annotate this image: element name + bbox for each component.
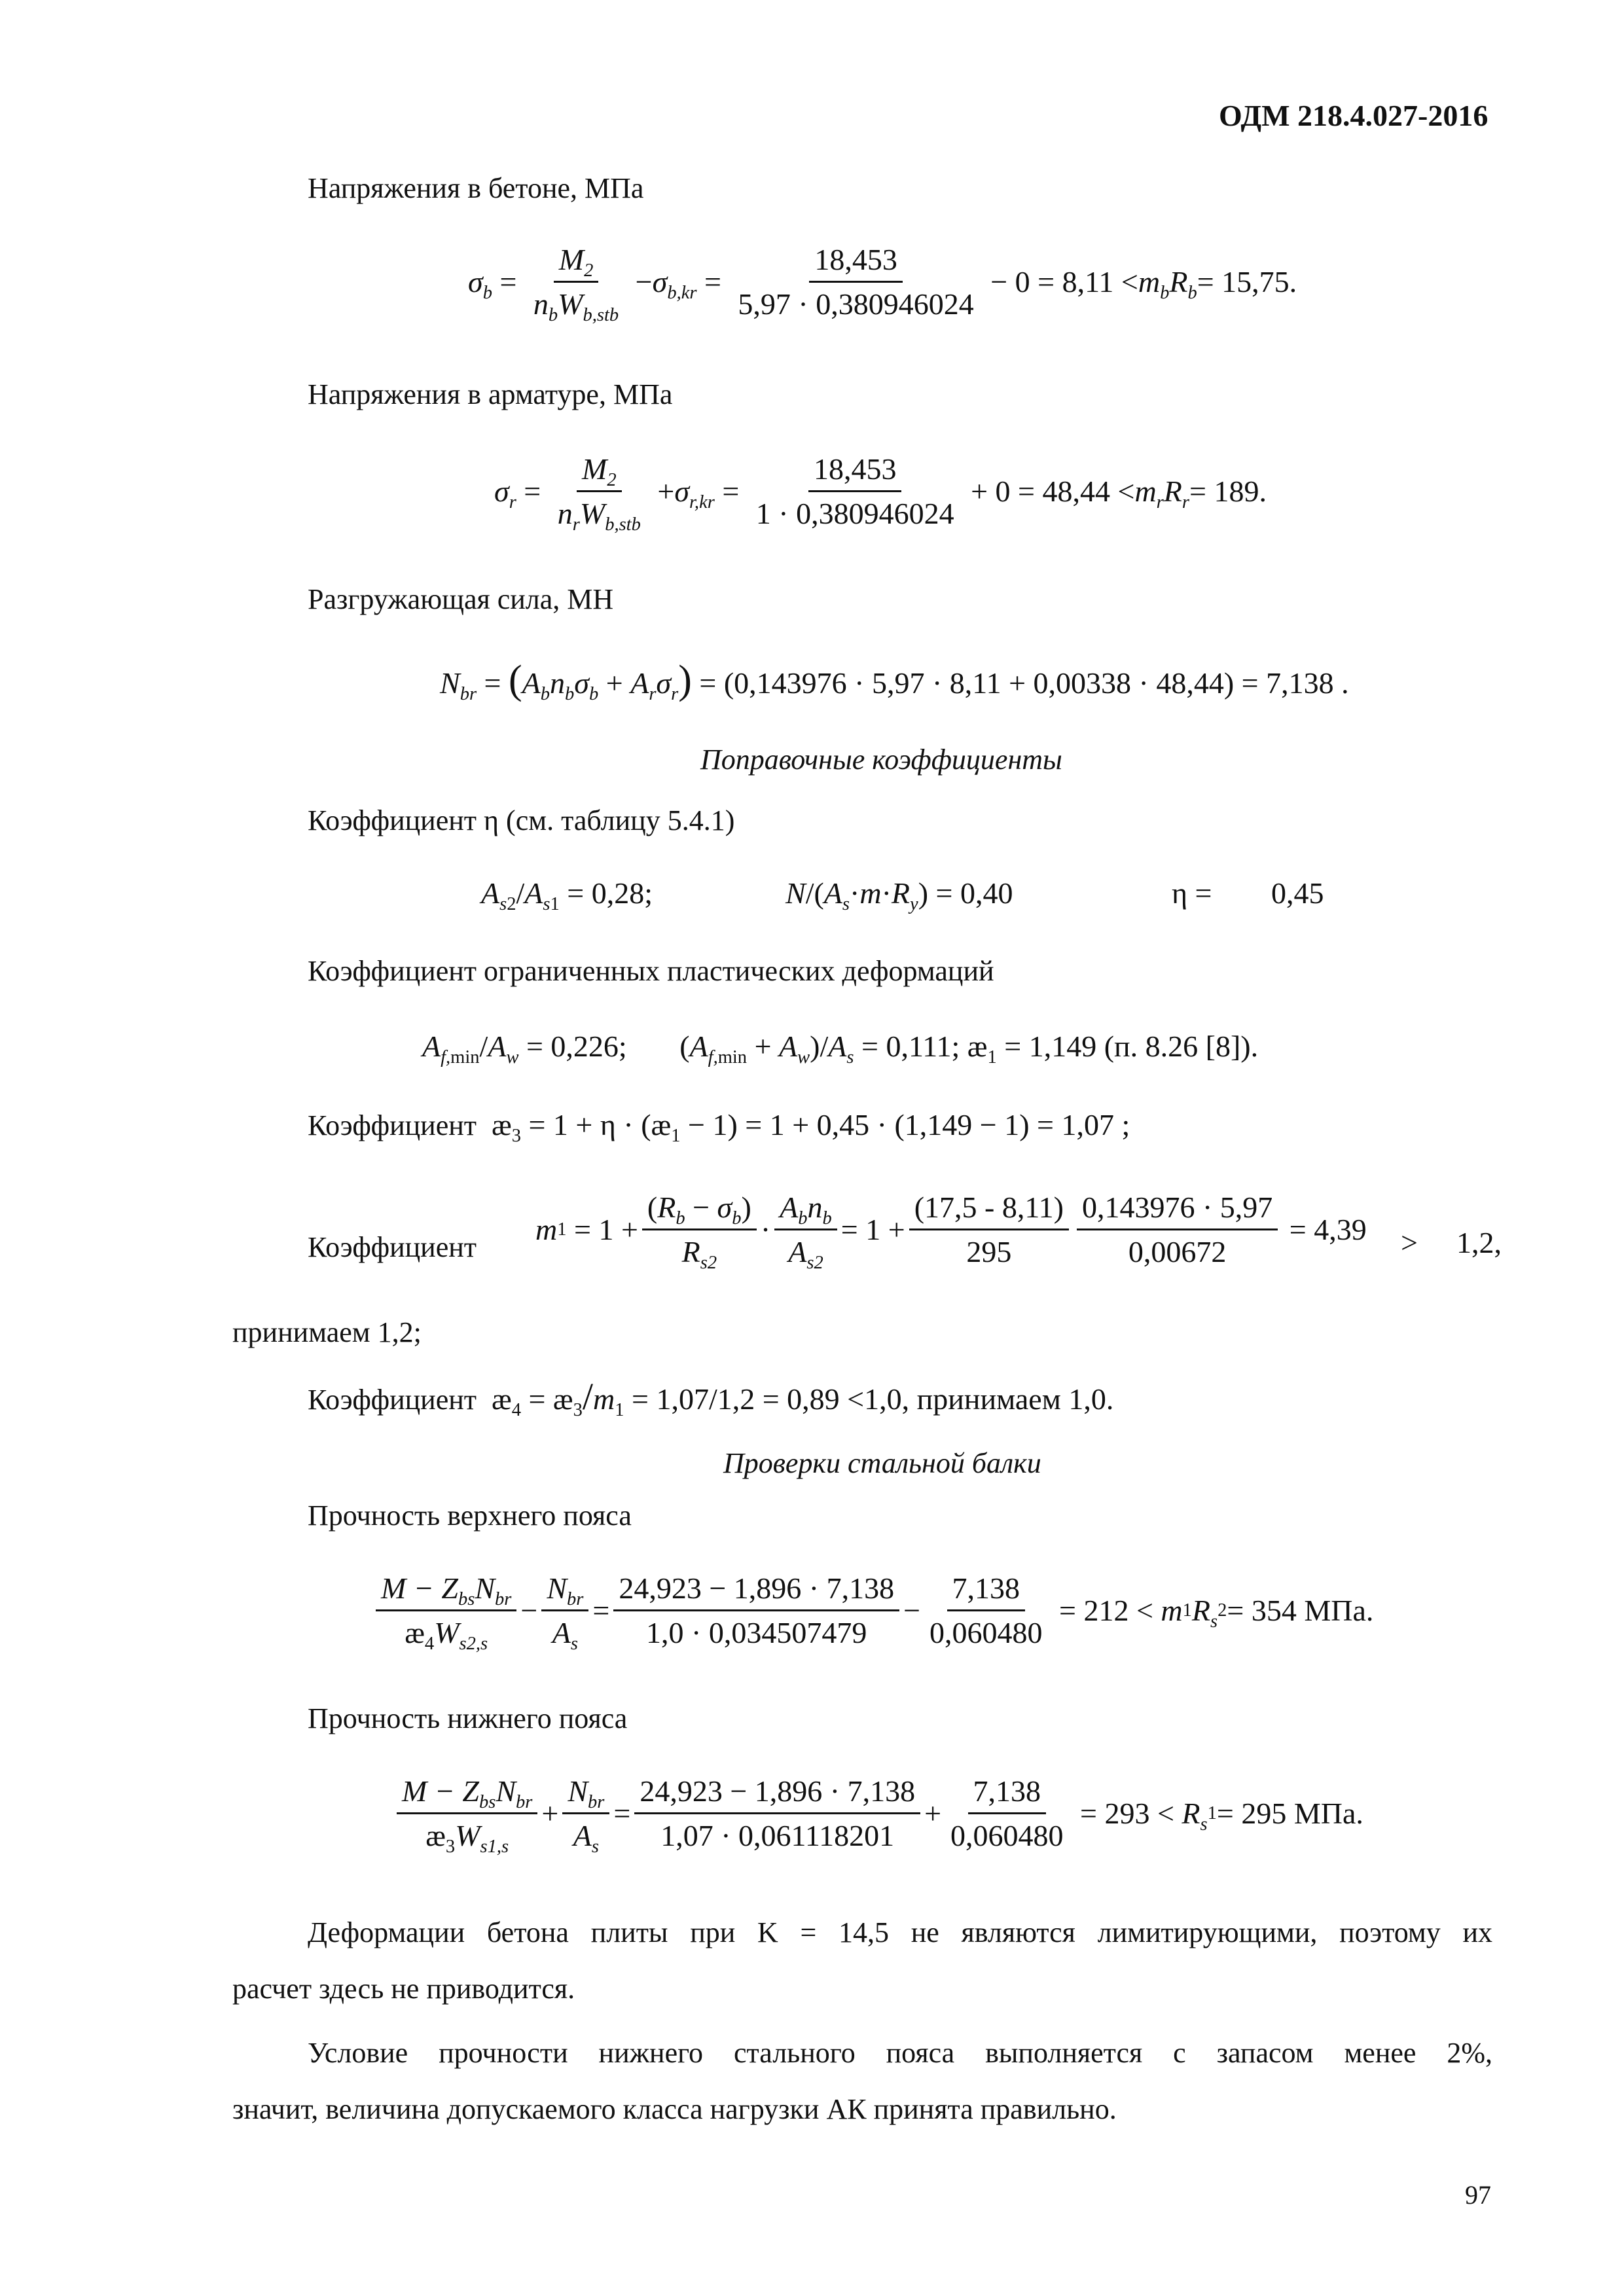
unloading-force-label: Разгружающая сила, МН <box>308 583 614 615</box>
stress-concrete-label: Напряжения в бетоне, МПа <box>308 172 644 204</box>
equation-ae4: Коэффициент $æ_4$ = $æ_3/m_1 = 1,07/1,2 = 0,89 <1,0$, принимаем 1,0. <box>308 1375 1114 1420</box>
accept-12: принимаем 1,2; <box>232 1316 422 1348</box>
m1-compare: 1,2, <box>1456 1226 1502 1259</box>
eq2-tail: + 0 = 48,44 < <box>971 475 1135 508</box>
eq1-tail: − 0 = 8,11 < <box>990 265 1138 298</box>
eq1-numerator: 18,453 <box>809 242 903 283</box>
top-num1: 24,923 − 1,896 · 7,138 <box>613 1571 899 1611</box>
eta-symbol: η = <box>1172 876 1212 910</box>
bottom-num2: 7,138 <box>968 1774 1047 1814</box>
eq1-denominator: 5,97 · 0,380946024 <box>738 287 974 321</box>
plastic-label: Коэффициент ограниченных пластических деформаций <box>308 955 994 987</box>
bottom-flange-label: Прочность нижнего пояса <box>308 1702 628 1734</box>
equation-ae3: Коэффициент $æ_3 = 1 + \eta$ · $(æ_1 - 1) = 1 + 0,45 \cdot (1,149 - 1) = 1,07$ ; <box>308 1108 1130 1146</box>
bottom-den1: 1,07 · 0,061118201 <box>660 1819 895 1852</box>
equation-top-flange: $\frac{M - Z_{bs}N_{br}}{æ_4W_{s2,s}}$ − $\frac{N_{br}}{A_s}$ = $\frac{24,923 - 1,896 \cdot 7,138}{1,0 \cdot 0,034507479}$ − $\frac{7,138}{0,060480}$ = 212 < m 1 $R_s$ 2 = 354 МПа. <box>372 1571 1373 1650</box>
bottom-result-2: = 295 МПа. <box>1216 1797 1363 1830</box>
paragraph-strength-line-2: значит, величина допускаемого класса нагрузки АК принята правильно. <box>232 2093 1117 2125</box>
eta-label: Коэффициент η (см. таблицу 5.4.1) <box>308 804 735 836</box>
paragraph-deformations-line-1: Деформации бетона плиты при K = 14,5 не являются лимитирующими, поэтому их <box>308 1916 1492 1948</box>
eq2-denominator: 1 · 0,380946024 <box>755 497 954 530</box>
ratio-as2-as1: $A_{s2}/A_{s1} = 0,28$; <box>481 876 653 914</box>
equation-rebar-stress: $\sigma_r$ = $\frac{M_2}{n_rW_{b,stb}}$ + $\sigma_{r,kr}$ = $\frac{18,453}{1 \cdot 0,380946024}$ + 0 = 48,44 < $m_rR_r$ = 189. <box>494 452 1267 535</box>
m1-gt: > <box>1401 1226 1418 1259</box>
m1-den-c: 295 <box>966 1235 1012 1268</box>
plastic-ratios: $A_{f,min}/A_w = 0,226$; $(A_{f,min} + A_w)/A_s = 0,111$; $æ_1 = 1,149$ (п. 8.26 [8]). <box>422 1030 1259 1067</box>
stress-rebar-label: Напряжения в арматуре, МПа <box>308 378 673 410</box>
bottom-result: = 293 < <box>1080 1797 1174 1830</box>
top-result-2: = 354 МПа. <box>1227 1594 1374 1627</box>
equation-bottom-flange: $\frac{M - Z_{bs}N_{br}}{æ_3W_{s1,s}}$ + $\frac{N_{br}}{A_s}$ = $\frac{24,923 - 1,896 \cdot 7,138}{1,07 \cdot 0,061118201}$ + $\frac{7,138}{0,060480}$ = 293 < $R_s$ 1 = 295 МПа. <box>393 1774 1363 1853</box>
bottom-num1: 24,923 − 1,896 · 7,138 <box>634 1774 920 1814</box>
m1-coef-word: Коэффициент <box>308 1231 477 1263</box>
equation-concrete-stress: $\sigma_b$ = $\frac{M_2}{n_bW_{b,stb}}$ − $\sigma_{b,kr}$ = $\frac{18,453}{5,97 \cdot 0,380946024}$ − 0 = 8,11 < $m_bR_b$ = 15,75. <box>468 243 1297 325</box>
top-num2: 7,138 <box>947 1571 1026 1611</box>
paragraph-strength-line-1: Условие прочности нижнего стального пояса выполняется с запасом менее 2%, <box>308 2037 1492 2069</box>
m1-num-c: (17,5 - 8,11) <box>909 1190 1069 1230</box>
top-flange-label: Прочность верхнего пояса <box>308 1499 632 1532</box>
eq1-limit: = 15,75. <box>1197 265 1297 298</box>
steel-heading: Проверки стальной балки <box>723 1447 1041 1479</box>
m1-num-d: 0,143976 · 5,97 <box>1077 1190 1278 1230</box>
page-number: 97 <box>1465 2180 1491 2210</box>
correction-heading: Поправочные коэффициенты <box>700 744 1062 776</box>
paragraph-deformations <box>232 1905 1492 2017</box>
equation-m1: m 1 = 1 + $\frac{(R_b - \sigma_b)}{R_{s2}}$ · $\frac{A_bn_b}{A_{s2}}$ = 1 + $\frac{(17,5 - 8,11)}{295}$ $\frac{0,143976 \cdot 5,97}{0,00672}$ = 4,39 <box>535 1191 1367 1273</box>
top-den2: 0,060480 <box>929 1616 1043 1649</box>
ratio-n: $N/(A_s\cdot m\cdot R_y) = 0,40$ <box>785 876 1013 914</box>
top-den1: 1,0 · 0,034507479 <box>646 1616 867 1649</box>
eq2-limit: = 189. <box>1189 475 1267 508</box>
equation-unloading-force: $N_{br} = (A_bn_b\sigma_b + A_r\sigma_r) = (0,143976 \cdot 5,97 \cdot 8,11 + 0,00338 \cdot 48,44) = 7,138$ . <box>440 658 1349 704</box>
paragraph-strength-condition <box>232 2025 1492 2138</box>
paragraph-deformations-line-2: расчет здесь не приводится. <box>232 1973 575 2005</box>
eta-value: 0,45 <box>1271 876 1324 910</box>
m1-result: = 4,39 <box>1289 1213 1367 1246</box>
eq3-rhs: (0,143976 · 5,97 · 8,11 + 0,00338 · 48,44) = 7,138 . <box>723 666 1349 700</box>
top-result: = 212 < <box>1059 1594 1153 1627</box>
document-code: ОДМ 218.4.027-2016 <box>1219 99 1489 132</box>
eq2-numerator: 18,453 <box>808 452 902 492</box>
m1-den-d: 0,00672 <box>1128 1235 1227 1268</box>
bottom-den2: 0,060480 <box>950 1819 1064 1852</box>
